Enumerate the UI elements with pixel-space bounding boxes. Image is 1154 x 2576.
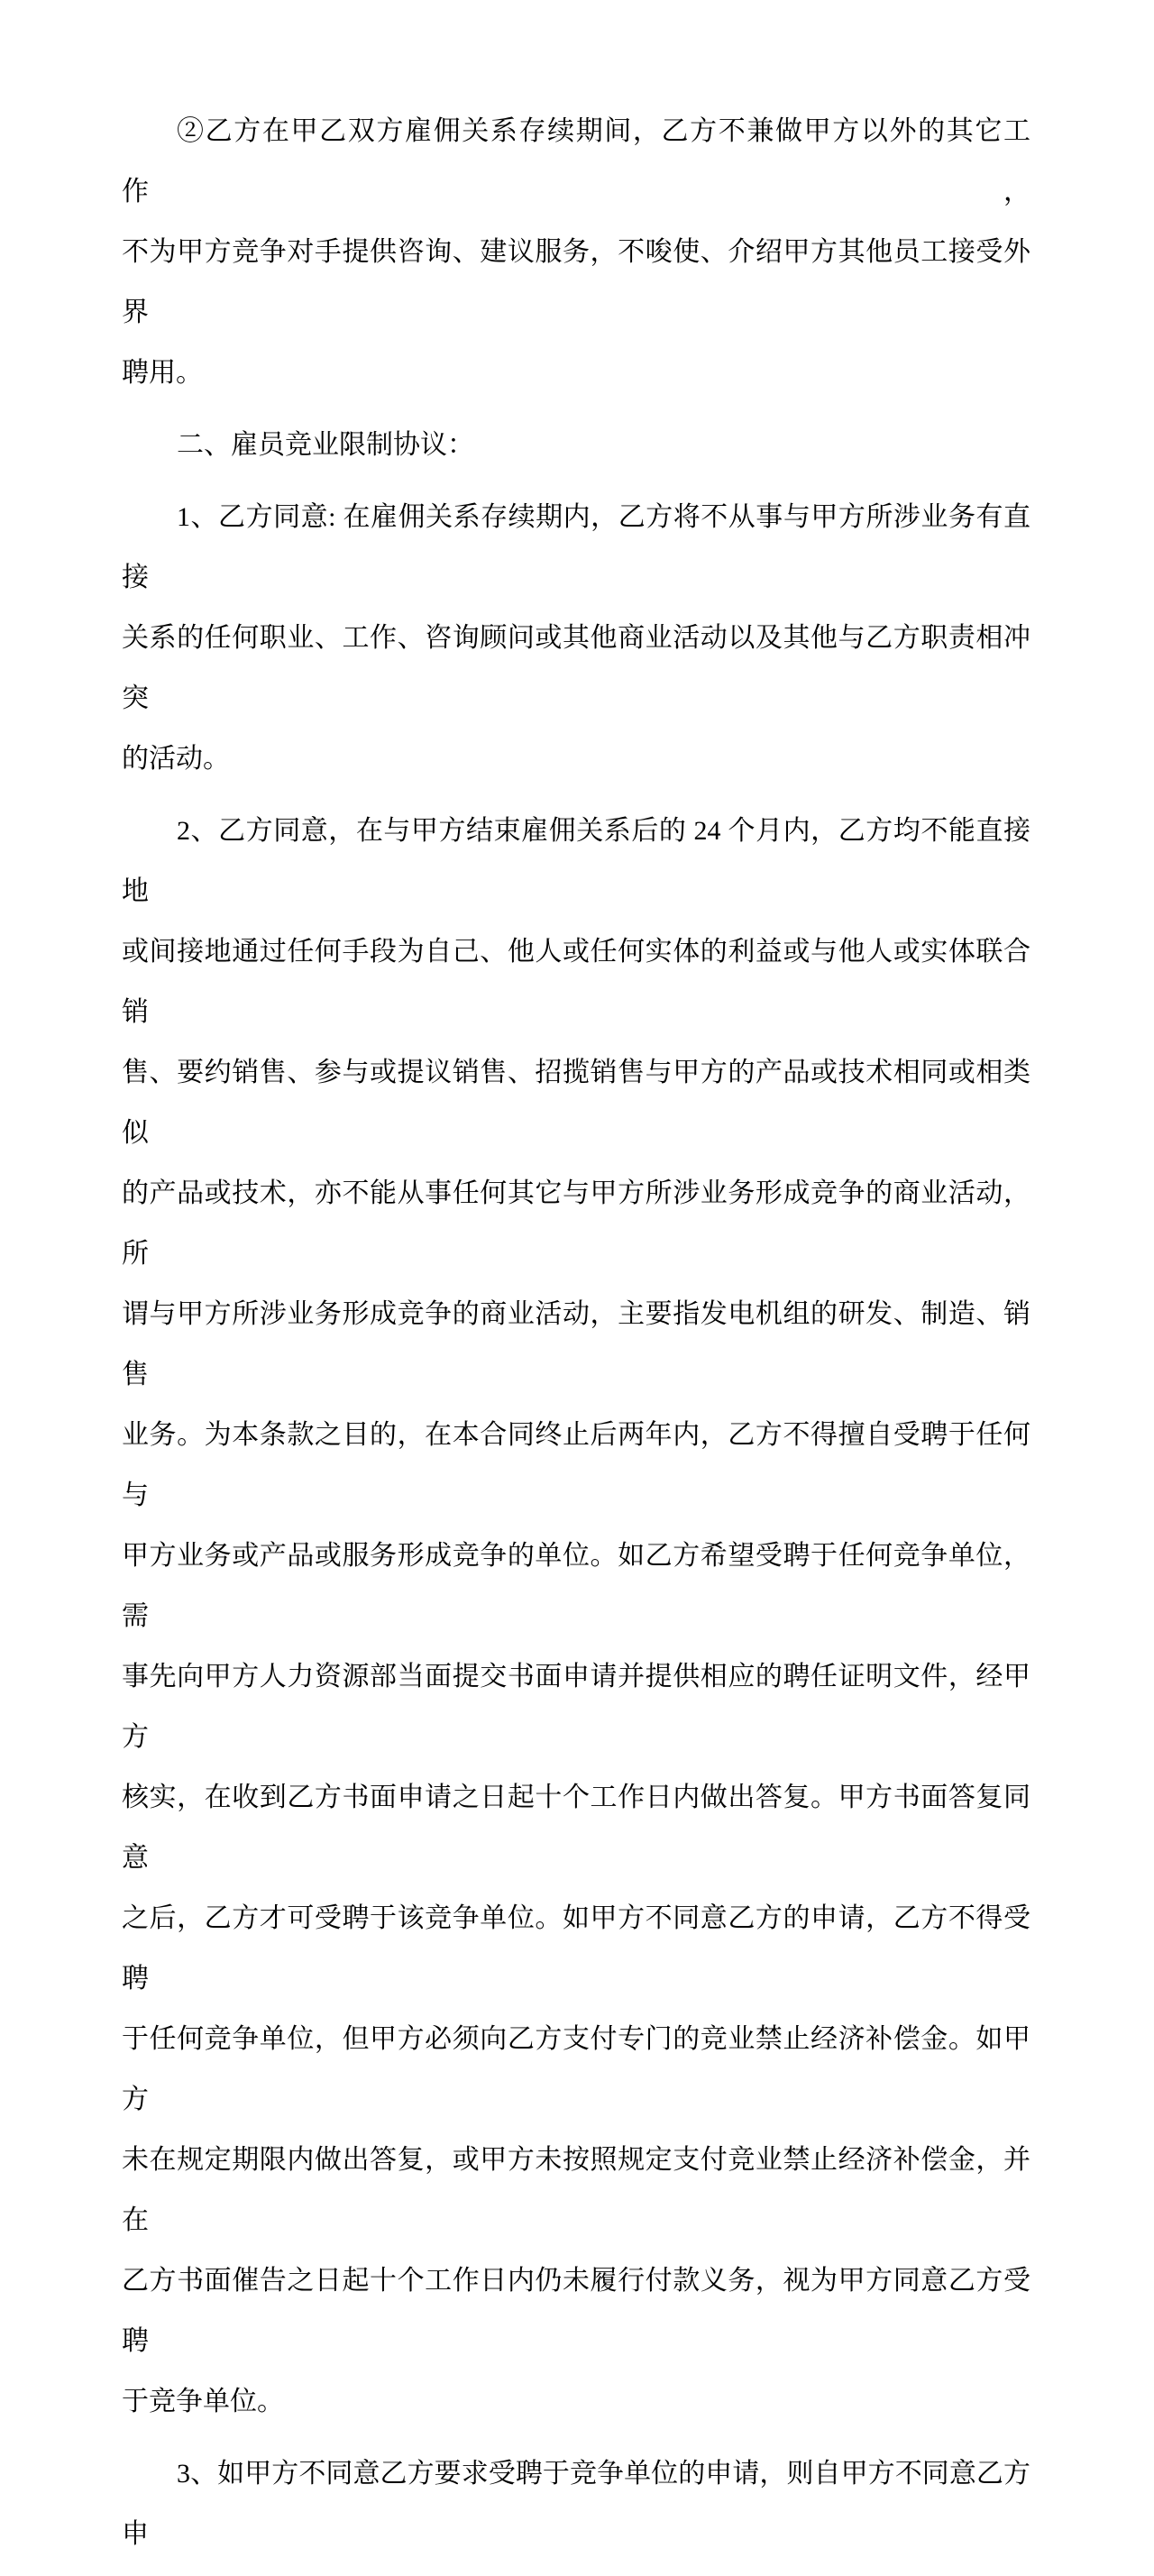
text-line: 核实，在收到乙方书面申请之日起十个工作日内做出答复。甲方书面答复同意 — [122, 1783, 1030, 1873]
text-line: 2、乙方同意，在与甲方结束雇佣关系后的 24 个月内，乙方均不能直接地 — [122, 816, 1030, 906]
text-line: 谓与甲方所涉业务形成竞争的商业活动，主要指发电机组的研发、制造、销售 — [122, 1299, 1030, 1389]
text-line: 不为甲方竞争对手提供咨询、建议服务，不唆使、介绍甲方其他员工接受外界 — [122, 237, 1030, 327]
text-line: 事先向甲方人力资源部当面提交书面申请并提供相应的聘任证明文件，经甲方 — [122, 1662, 1030, 1752]
text-line: 二、雇员竞业限制协议： — [177, 430, 474, 460]
text-line: 之后，乙方才可受聘于该竞争单位。如甲方不同意乙方的申请，乙方不得受聘 — [122, 1903, 1030, 1994]
text-line: 乙方书面催告之日起十个工作日内仍未履行付款义务，视为甲方同意乙方受聘 — [122, 2266, 1030, 2356]
text-line: 或间接地通过任何手段为自己、他人或任何实体的利益或与他人或实体联合销 — [122, 937, 1030, 1027]
text-line: 聘用。 — [122, 358, 203, 388]
paragraph — [122, 801, 1030, 2432]
text-line: 1、乙方同意: 在雇佣关系存续期内，乙方将不从事与甲方所涉业务有直接 — [122, 502, 1030, 592]
text-line: ②乙方在甲乙双方雇佣关系存续期间，乙方不兼做甲方以外的其它工作， — [122, 116, 1030, 206]
text-line: 的产品或技术，亦不能从事任何其它与甲方所涉业务形成竞争的商业活动，所 — [122, 1178, 1030, 1269]
contract-body — [122, 101, 1030, 2576]
paragraph — [122, 101, 1030, 403]
paragraph — [122, 2443, 1030, 2564]
text-line: 甲方业务或产品或服务形成竞争的单位。如乙方希望受聘于任何竞争单位，需 — [122, 1541, 1030, 1631]
text-line: 未在规定期限内做出答复，或甲方未按照规定支付竞业禁止经济补偿金，并在 — [122, 2145, 1030, 2235]
text-line: 于任何竞争单位，但甲方必须向乙方支付专门的竞业禁止经济补偿金。如甲方 — [122, 2024, 1030, 2114]
text-line: 业务。为本条款之目的，在本合同终止后两年内，乙方不得擅自受聘于任何与 — [122, 1420, 1030, 1510]
paragraph — [122, 487, 1030, 789]
text-line: 的活动。 — [122, 744, 230, 774]
text-line: 关系的任何职业、工作、咨询顾问或其他商业活动以及其他与乙方职责相冲突 — [122, 623, 1030, 713]
text-line: 3、如甲方不同意乙方要求受聘于竞争单位的申请，则自甲方不同意乙方申 — [122, 2459, 1030, 2549]
text-line: 售、要约销售、参与或提议销售、招揽销售与甲方的产品或技术相同或相类似 — [122, 1058, 1030, 1148]
text-line: 于竞争单位。 — [122, 2387, 284, 2416]
section-heading — [122, 415, 1030, 475]
